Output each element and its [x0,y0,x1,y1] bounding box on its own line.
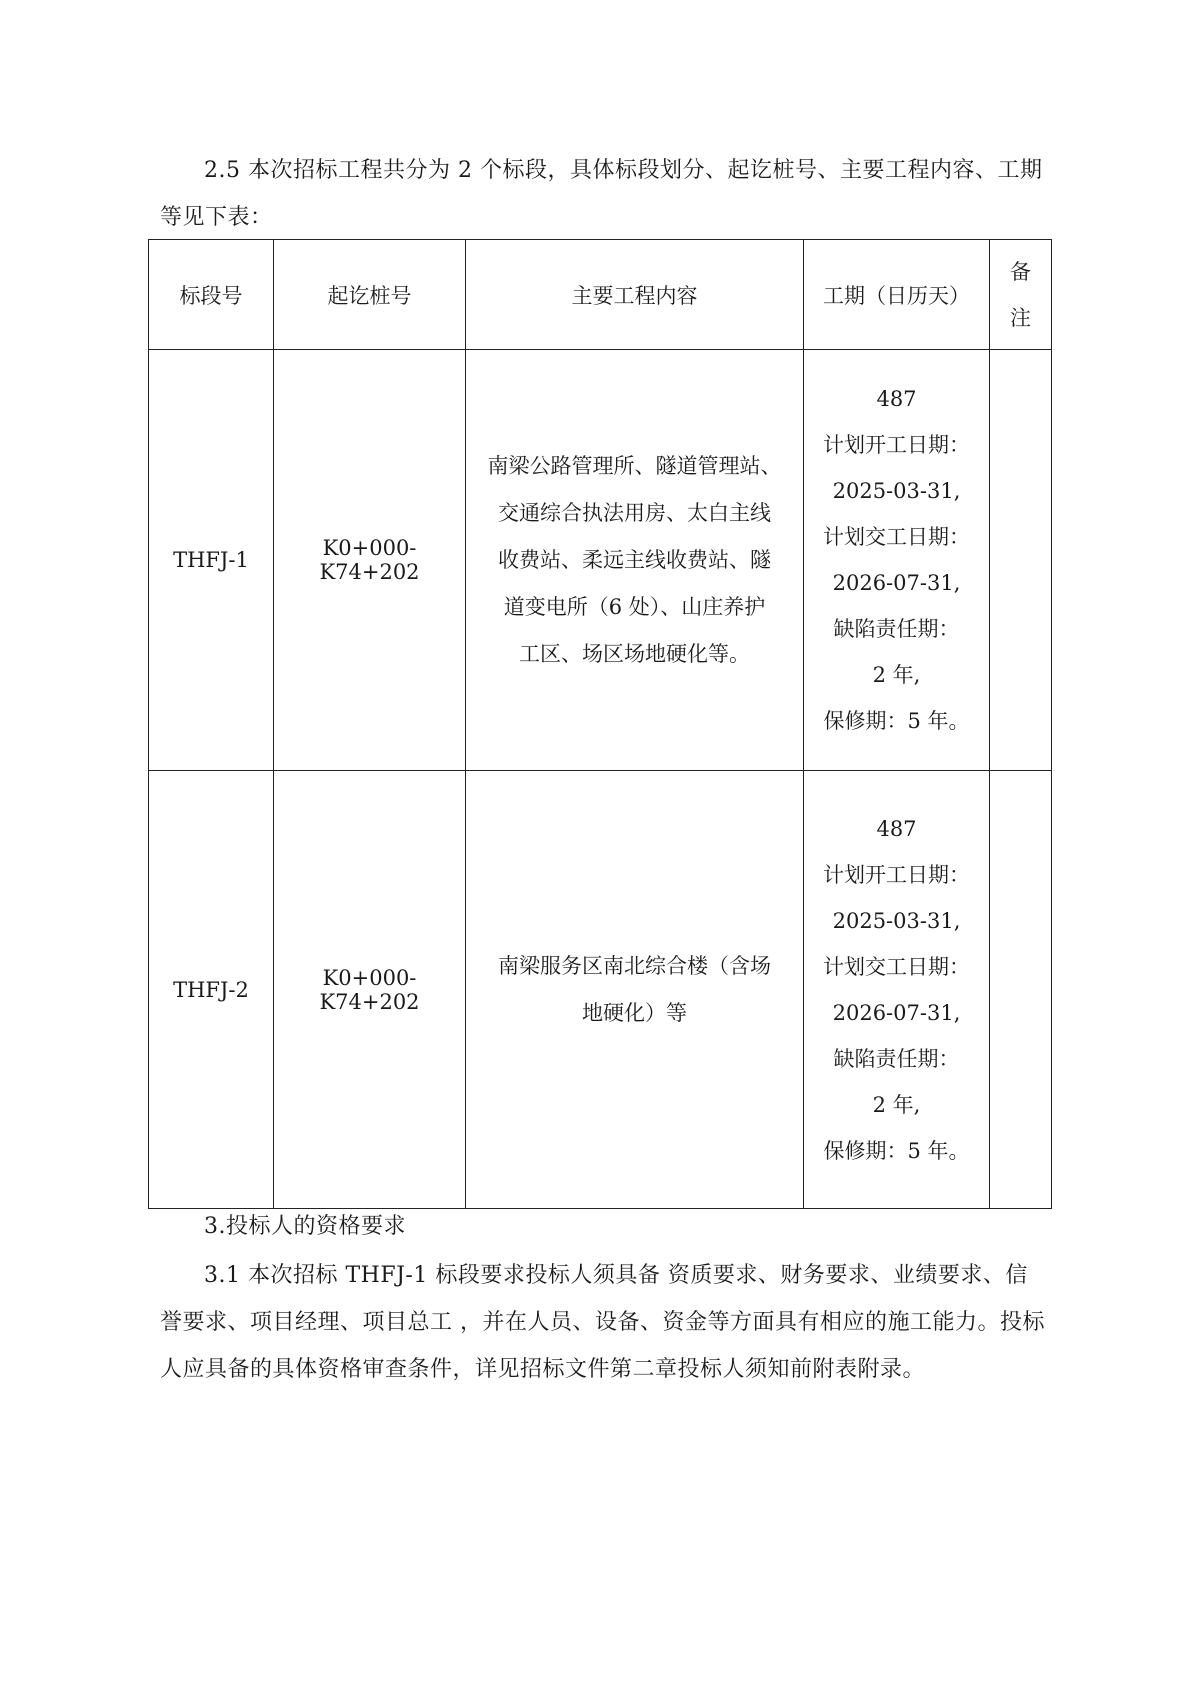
period-line: 2025-03-31, [832,479,961,503]
period-line: 2025-03-31, [832,908,961,933]
period-line: 487 [876,816,917,841]
content-line: 工区、场区场地硬化等。 [519,641,750,666]
content-line: 交通综合执法用房、太白主线 [498,500,771,525]
section-3-1-paragraph: 3.1 本次招标 THFJ-1 标段要求投标人须具备 资质要求、财务要求、业绩要求、信誉要求、项目经理、项目总工 ，并在人员、设备、资金等方面具有相应的施工能力。投标人应具备的具体资格审查条件，详见招标文件第二章投标人须知前附表附录。 [160,1263,1045,1382]
cell-section-no: THFJ-1 [149,350,274,771]
cell-note [990,771,1052,1209]
cell-period [804,771,990,1209]
period-line: 计划开工日期： [823,433,970,457]
table-row [149,771,1052,1209]
period-line: 2026-07-31, [832,1000,961,1025]
period-line: 保修期：5 年。 [823,1138,970,1163]
section-3-heading: 3.投标人的资格要求 [204,1214,406,1239]
header-note-line1: 备 [1010,259,1031,284]
table-row [149,350,1052,771]
period-line: 缺陷责任期： [833,617,960,641]
header-main-content: 主要工程内容 [466,240,804,350]
header-period: 工期（日历天） [804,240,990,350]
cell-section-no: THFJ-2 [149,771,274,1209]
content-line: 地硬化）等 [582,1000,687,1025]
header-note-line2: 注 [1010,305,1031,330]
period-line: 缺陷责任期： [833,1046,960,1071]
period-line: 2 年, [872,663,921,687]
period-line: 保修期：5 年。 [823,709,970,733]
period-line: 2026-07-31, [832,571,961,595]
cell-note [990,350,1052,771]
header-section-no: 标段号 [149,240,274,350]
cell-stake-range: K0+000-K74+202 [274,771,466,1209]
period-line: 计划交工日期： [823,525,970,549]
cell-main-content [466,350,804,771]
period-line: 487 [876,387,917,411]
period-line: 2 年, [872,1092,921,1117]
content-line: 收费站、柔远主线收费站、隧 [498,547,771,572]
header-stake-range: 起讫桩号 [274,240,466,350]
cell-stake-range: K0+000-K74+202 [274,350,466,771]
period-line: 计划开工日期： [823,862,970,887]
content-line: 道变电所（6 处）、山庄养护 [503,594,766,619]
cell-period [804,350,990,771]
header-note [990,240,1052,350]
intro-paragraph: 2.5 本次招标工程共分为 2 个标段，具体标段划分、起讫桩号、主要工程内容、工期等见下表： [160,158,1043,230]
bid-section-table [148,239,1052,1209]
period-line: 计划交工日期： [823,954,970,979]
content-line: 南梁服务区南北综合楼（含场 [498,953,771,978]
cell-main-content [466,771,804,1209]
table-header-row [149,240,1052,350]
content-line: 南梁公路管理所、隧道管理站、 [487,453,782,478]
